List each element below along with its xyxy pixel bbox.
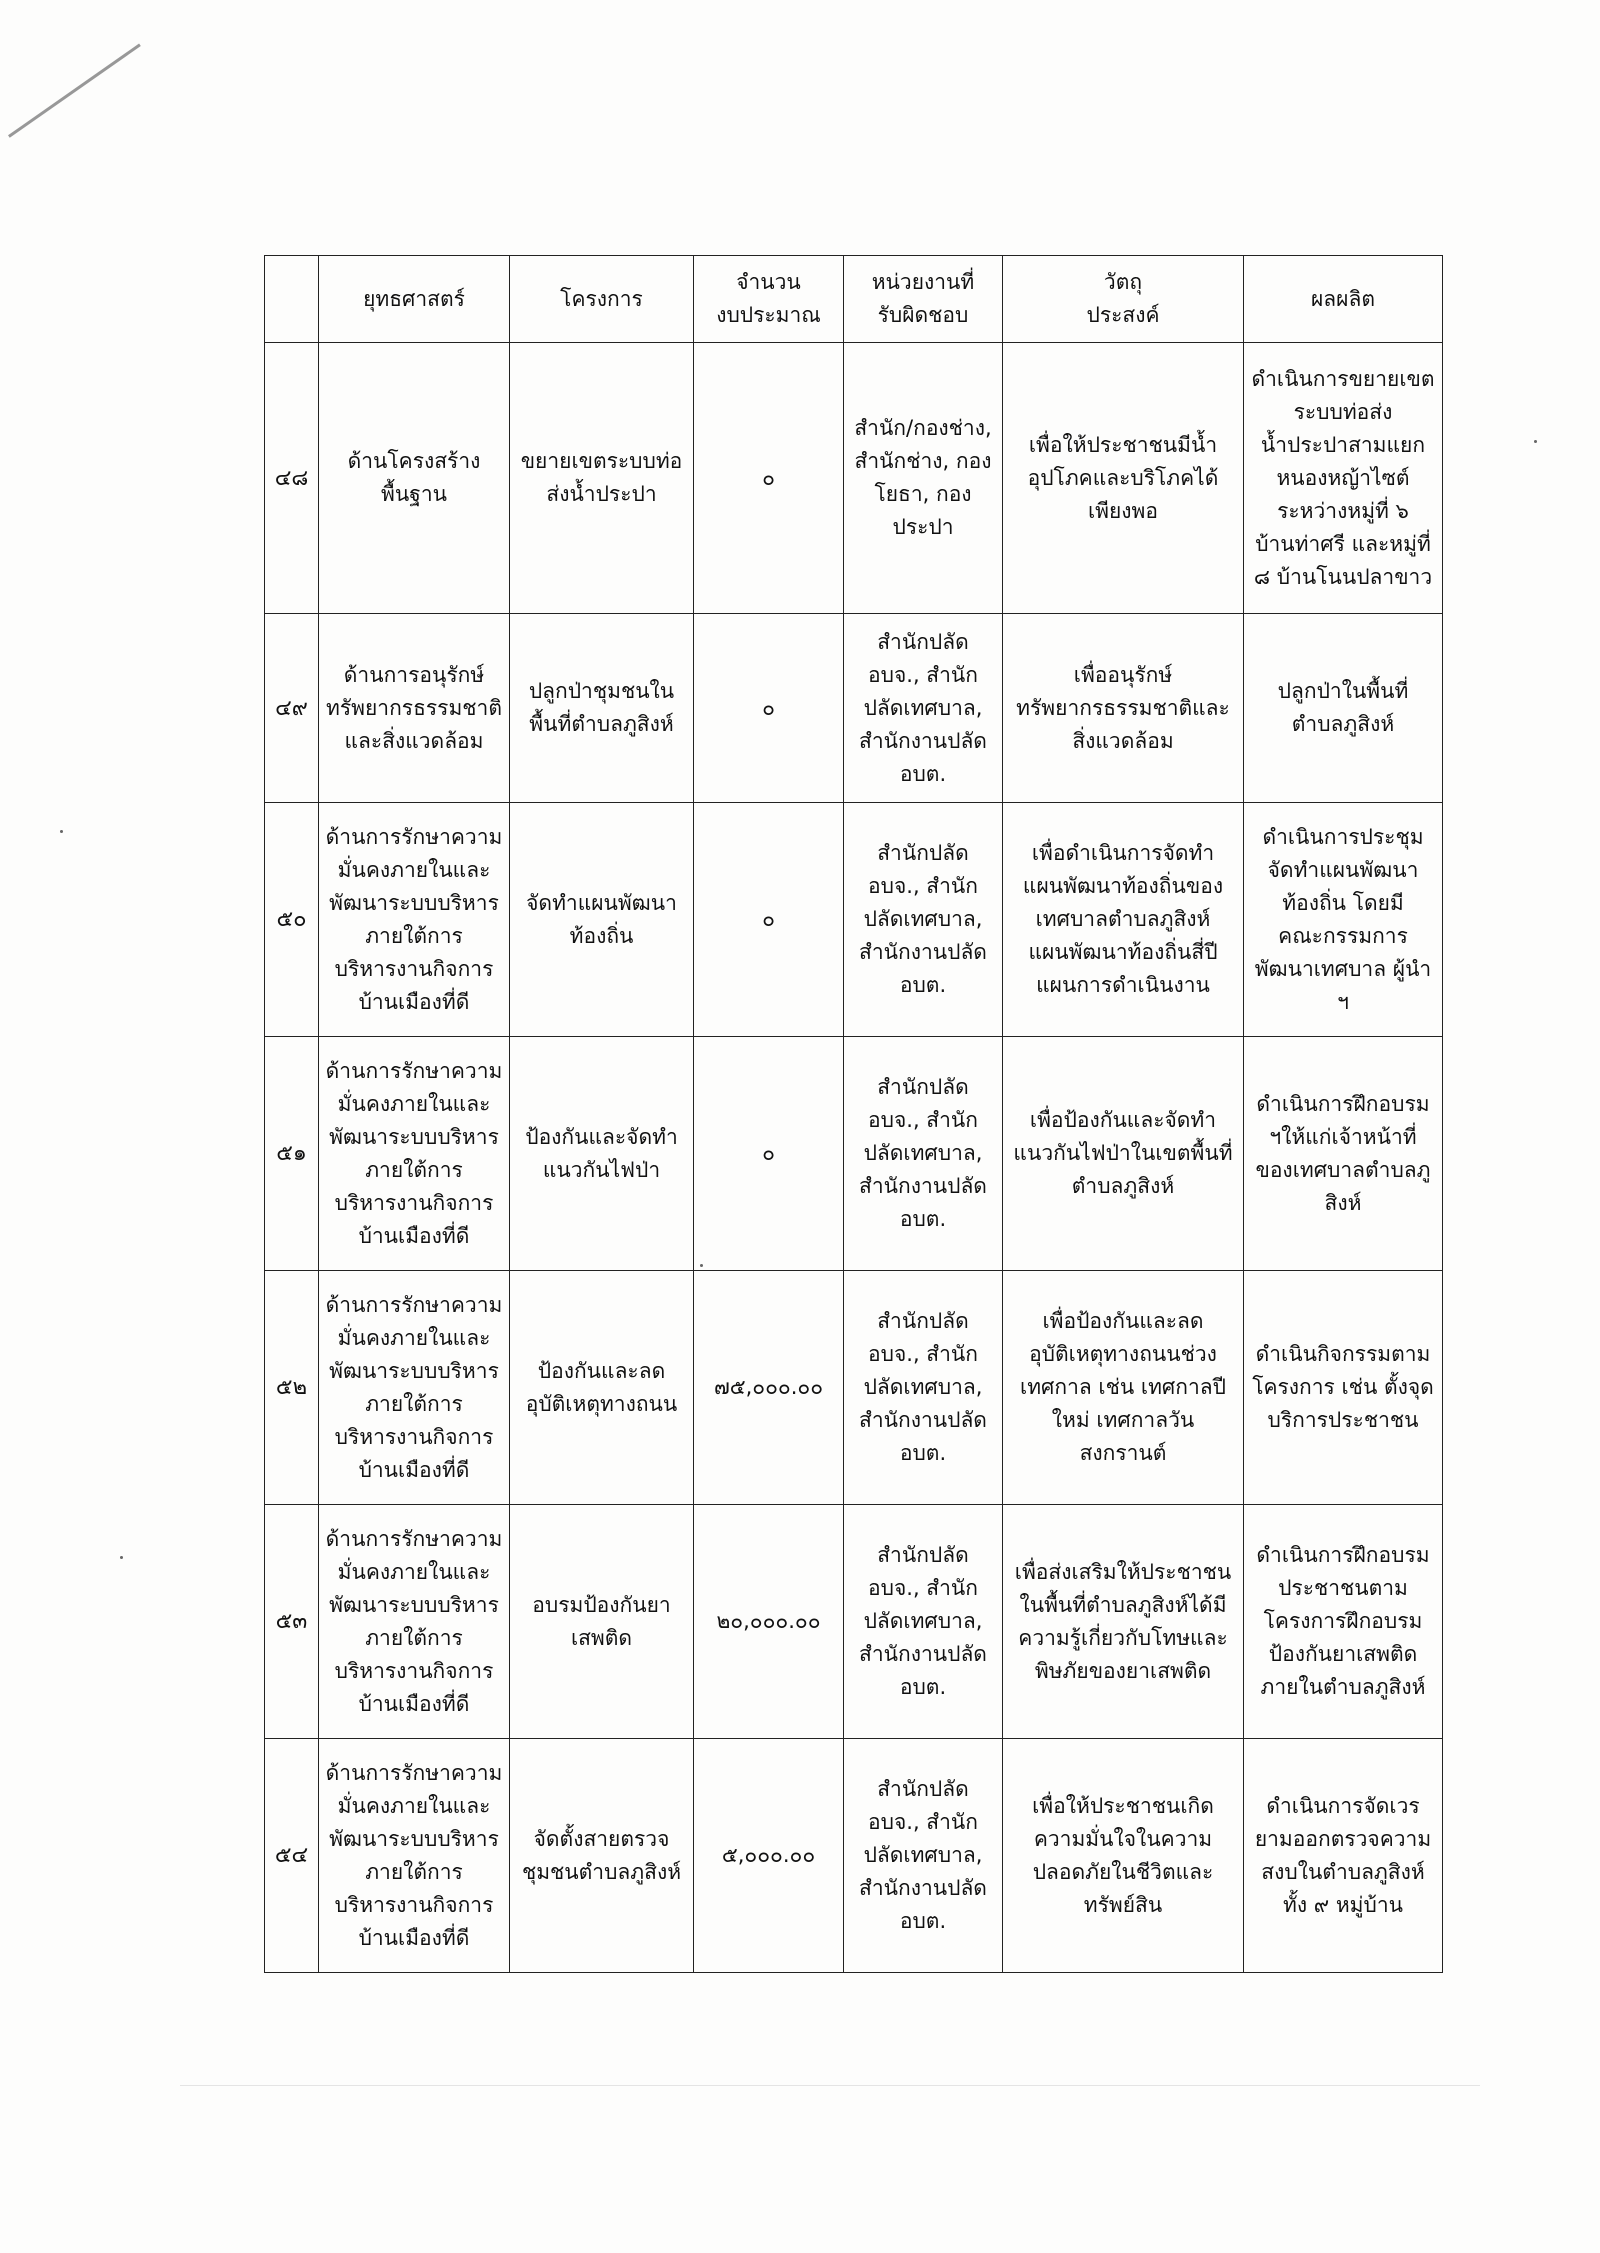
table-row [265, 343, 1443, 614]
objective-cell: เพื่อให้ประชาชนเกิด ความมั่นใจในความ ปลอดภัยในชีวิตและ ทรัพย์สิน [1003, 1739, 1244, 1973]
scan-speck [1534, 440, 1537, 443]
header-responsible-unit: หน่วยงานที่ รับผิดชอบ [844, 256, 1003, 343]
table-header-row [265, 256, 1443, 343]
header-output: ผลผลิต [1244, 256, 1443, 343]
unit-cell: สำนัก/กองช่าง, สำนักช่าง, กอง โยธา, กอง ประปา [844, 343, 1003, 614]
project-cell: ขยายเขตระบบท่อ ส่งน้ำประปา [510, 343, 694, 614]
budget-cell: ๕,๐๐๐.๐๐ [694, 1739, 844, 1973]
row-number: ๔๘ [265, 343, 319, 614]
project-cell: อบรมป้องกันยา เสพติด [510, 1505, 694, 1739]
row-number: ๕๒ [265, 1271, 319, 1505]
row-number: ๕๔ [265, 1739, 319, 1973]
row-number: ๕๓ [265, 1505, 319, 1739]
output-cell: ดำเนินการฝึกอบรม ฯให้แก่เจ้าหน้าที่ ของเทศบาลตำบลภู สิงห์ [1244, 1037, 1443, 1271]
unit-cell: สำนักปลัด อบจ., สำนัก ปลัดเทศบาล, สำนักงานปลัด อบต. [844, 1037, 1003, 1271]
project-cell: ป้องกันและลด อุบัติเหตุทางถนน [510, 1271, 694, 1505]
table-row [265, 803, 1443, 1037]
row-number: ๔๙ [265, 614, 319, 803]
header-budget: จำนวน งบประมาณ [694, 256, 844, 343]
project-cell: ป้องกันและจัดทำ แนวกันไฟป่า [510, 1037, 694, 1271]
objective-cell: เพื่อส่งเสริมให้ประชาชน ในพื้นที่ตำบลภูสิงห์ได้มี ความรู้เกี่ยวกับโทษและ พิษภัยของยาเสพติด [1003, 1505, 1244, 1739]
project-cell: ปลูกป่าชุมชนใน พื้นที่ตำบลภูสิงห์ [510, 614, 694, 803]
output-cell: ดำเนินการประชุม จัดทำแผนพัฒนา ท้องถิ่น โดยมี คณะกรรมการ พัฒนาเทศบาล ผู้นำ ฯ [1244, 803, 1443, 1037]
scan-speck [700, 1264, 703, 1267]
unit-cell: สำนักปลัด อบจ., สำนัก ปลัดเทศบาล, สำนักงานปลัด อบต. [844, 614, 1003, 803]
table-row [265, 1271, 1443, 1505]
unit-cell: สำนักปลัด อบจ., สำนัก ปลัดเทศบาล, สำนักงานปลัด อบต. [844, 1271, 1003, 1505]
strategy-cell: ด้านการรักษาความ มั่นคงภายในและ พัฒนาระบบบริหาร ภายใต้การ บริหารงานกิจการ บ้านเมืองที่ดี [319, 1037, 510, 1271]
header-objective: วัตถุ ประสงค์ [1003, 256, 1244, 343]
objective-cell: เพื่อป้องกันและจัดทำ แนวกันไฟป่าในเขตพื้นที่ ตำบลภูสิงห์ [1003, 1037, 1244, 1271]
row-number: ๕๑ [265, 1037, 319, 1271]
budget-cell: ๐ [694, 614, 844, 803]
table-row [265, 1505, 1443, 1739]
unit-cell: สำนักปลัด อบจ., สำนัก ปลัดเทศบาล, สำนักงานปลัด อบต. [844, 1505, 1003, 1739]
output-cell: ดำเนินการจัดเวร ยามออกตรวจความ สงบในตำบลภูสิงห์ ทั้ง ๙ หมู่บ้าน [1244, 1739, 1443, 1973]
output-cell: ดำเนินกิจกรรมตาม โครงการ เช่น ตั้งจุด บริการประชาชน [1244, 1271, 1443, 1505]
unit-cell: สำนักปลัด อบจ., สำนัก ปลัดเทศบาล, สำนักงานปลัด อบต. [844, 1739, 1003, 1973]
scan-speck [60, 830, 63, 833]
unit-cell: สำนักปลัด อบจ., สำนัก ปลัดเทศบาล, สำนักงานปลัด อบต. [844, 803, 1003, 1037]
budget-cell: ๐ [694, 803, 844, 1037]
scan-corner-mark [0, 0, 141, 138]
project-cell: จัดตั้งสายตรวจ ชุมชนตำบลภูสิงห์ [510, 1739, 694, 1973]
strategy-cell: ด้านการรักษาความ มั่นคงภายในและ พัฒนาระบบบริหาร ภายใต้การ บริหารงานกิจการ บ้านเมืองที่ดี [319, 1739, 510, 1973]
output-cell: ดำเนินการขยายเขต ระบบท่อส่ง น้ำประปาสามแยก หนองหญ้าไซต์ ระหว่างหมู่ที่ ๖ บ้านท่าศรี และหมู่ที่ ๘ บ้านโนนปลาขาว [1244, 343, 1443, 614]
header-project: โครงการ [510, 256, 694, 343]
budget-cell: ๐ [694, 343, 844, 614]
project-cell: จัดทำแผนพัฒนา ท้องถิ่น [510, 803, 694, 1037]
table-row [265, 614, 1443, 803]
strategy-cell: ด้านการรักษาความ มั่นคงภายในและ พัฒนาระบบบริหาร ภายใต้การ บริหารงานกิจการ บ้านเมืองที่ดี [319, 1505, 510, 1739]
header-no [265, 256, 319, 343]
scan-edge-line [180, 2085, 1480, 2086]
budget-cell: ๒๐,๐๐๐.๐๐ [694, 1505, 844, 1739]
objective-cell: เพื่ออนุรักษ์ ทรัพยากรธรรมชาติและ สิ่งแวดล้อม [1003, 614, 1244, 803]
strategy-cell: ด้านการรักษาความ มั่นคงภายในและ พัฒนาระบบบริหาร ภายใต้การ บริหารงานกิจการ บ้านเมืองที่ดี [319, 803, 510, 1037]
budget-cell: ๗๕,๐๐๐.๐๐ [694, 1271, 844, 1505]
output-cell: ดำเนินการฝึกอบรม ประชาชนตาม โครงการฝึกอบรม ป้องกันยาเสพติด ภายในตำบลภูสิงห์ [1244, 1505, 1443, 1739]
budget-cell: ๐ [694, 1037, 844, 1271]
objective-cell: เพื่อให้ประชาชนมีน้ำ อุปโภคและบริโภคได้ เพียงพอ [1003, 343, 1244, 614]
scan-speck [120, 1556, 123, 1559]
strategy-cell: ด้านการอนุรักษ์ ทรัพยากรธรรมชาติ และสิ่งแวดล้อม [319, 614, 510, 803]
project-table [264, 255, 1443, 1973]
objective-cell: เพื่อป้องกันและลด อุบัติเหตุทางถนนช่วง เทศกาล เช่น เทศกาลปี ใหม่ เทศกาลวัน สงกรานต์ [1003, 1271, 1244, 1505]
strategy-cell: ด้านโครงสร้าง พื้นฐาน [319, 343, 510, 614]
table-row [265, 1037, 1443, 1271]
output-cell: ปลูกป่าในพื้นที่ ตำบลภูสิงห์ [1244, 614, 1443, 803]
row-number: ๕๐ [265, 803, 319, 1037]
table-row [265, 1739, 1443, 1973]
objective-cell: เพื่อดำเนินการจัดทำ แผนพัฒนาท้องถิ่นของ เทศบาลตำบลภูสิงห์ แผนพัฒนาท้องถิ่นสี่ปี แผนการดำเนินงาน [1003, 803, 1244, 1037]
header-strategy: ยุทธศาสตร์ [319, 256, 510, 343]
strategy-cell: ด้านการรักษาความ มั่นคงภายในและ พัฒนาระบบบริหาร ภายใต้การ บริหารงานกิจการ บ้านเมืองที่ดี [319, 1271, 510, 1505]
